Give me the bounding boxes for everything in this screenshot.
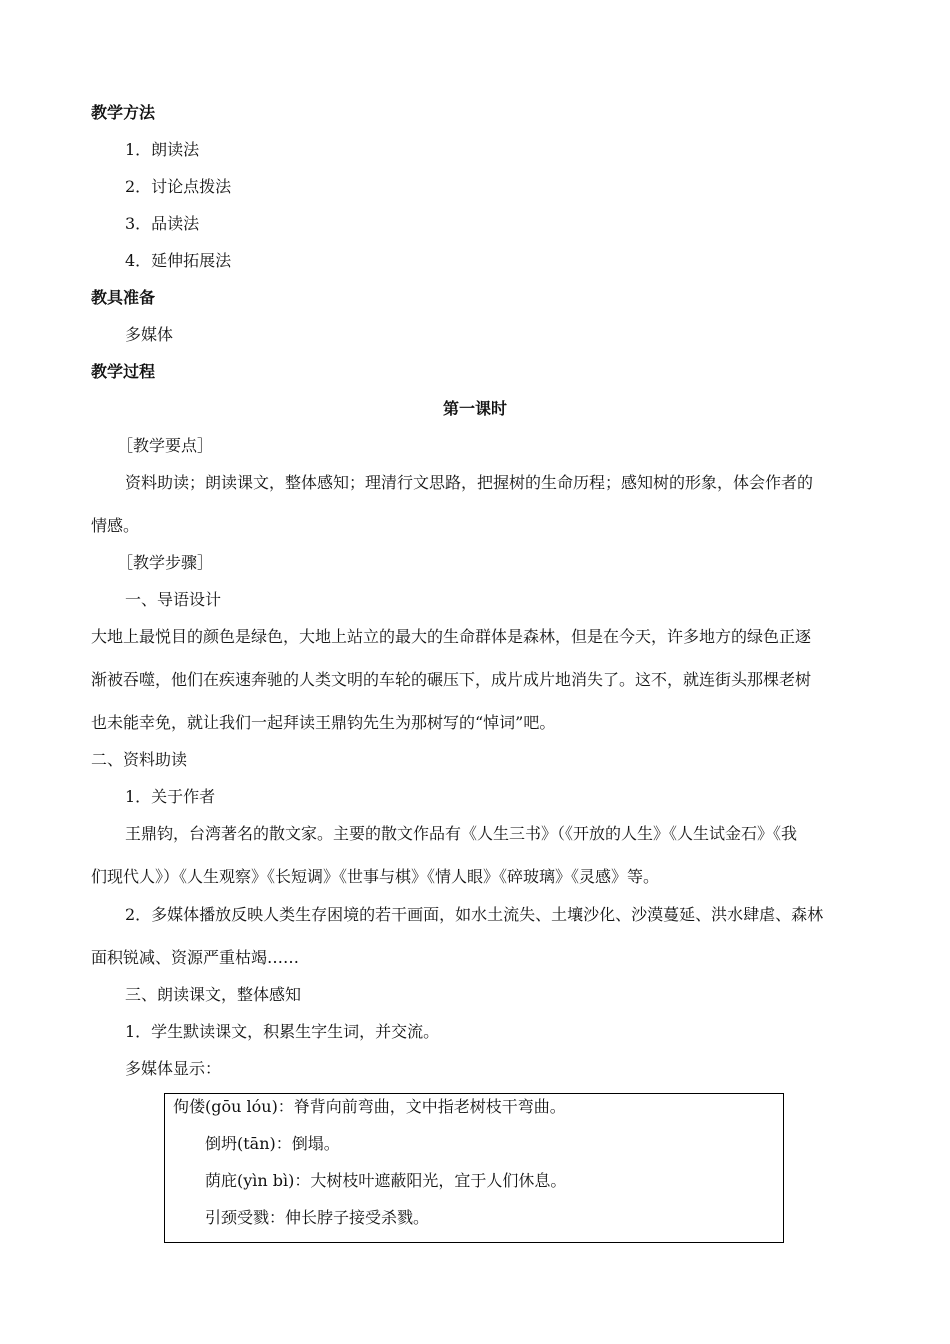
tools-text: 多媒体: [125, 325, 174, 344]
paragraph-line: 情感。: [91, 516, 140, 535]
paragraph-line: 王鼎钧，台湾著名的散文家。主要的散文作品有《人生三书》（《开放的人生》《人生试金石》《我: [125, 824, 798, 843]
method-item: 2．讨论点拨法: [125, 177, 232, 196]
method-item: 3．品读法: [125, 214, 200, 233]
display-label: 多媒体显示：: [125, 1059, 222, 1078]
author-heading: 1．关于作者: [125, 787, 216, 806]
vocab-entry: 倒坍(tān)：倒塌。: [205, 1134, 340, 1153]
key-points-label: ［教学要点］: [117, 436, 214, 455]
paragraph-line: 面积锐减、资源严重枯竭……: [91, 948, 300, 967]
materials-heading: 二、资料助读: [91, 750, 188, 769]
vocab-entry: 引颈受戮：伸长脖子接受杀戮。: [205, 1208, 430, 1227]
method-item: 4．延伸拓展法: [125, 251, 232, 270]
paragraph-line: 2．多媒体播放反映人类生存困境的若干画面，如水土流失、土壤沙化、沙漠蔓延、洪水肆虐、森林: [125, 905, 824, 924]
steps-label: ［教学步骤］: [117, 553, 214, 572]
section-heading-methods: 教学方法: [91, 103, 156, 122]
lesson-title: 第一课时: [442, 399, 507, 418]
reading-heading: 三、朗读课文，整体感知: [125, 985, 302, 1004]
vocab-entry: 佝偻(gōu lóu)：脊背向前弯曲，文中指老树枝干弯曲。: [173, 1097, 566, 1116]
paragraph-line: 也未能幸免，就让我们一起拜读王鼎钧先生为那树写的“悼词”吧。: [91, 713, 556, 732]
paragraph-line: 们现代人》）《人生观察》《长短调》《世事与棋》《情人眼》《碎玻璃》《灵感》等。: [91, 867, 660, 886]
paragraph-line: 资料助读；朗读课文，整体感知；理清行文思路，把握树的生命历程；感知树的形象，体会作者的: [125, 473, 814, 492]
vocab-entry: 荫庇(yìn bì)：大树枝叶遮蔽阳光，宜于人们休息。: [205, 1171, 567, 1190]
method-item: 1．朗读法: [125, 140, 200, 159]
paragraph-line: 大地上最悦目的颜色是绿色，大地上站立的最大的生命群体是森林，但是在今天，许多地方的绿色正逐: [91, 627, 812, 646]
section-heading-process: 教学过程: [91, 362, 156, 381]
reading-item: 1．学生默读课文，积累生字生词，并交流。: [125, 1022, 440, 1041]
section-heading-tools: 教具准备: [91, 288, 156, 307]
intro-heading: 一、导语设计: [125, 590, 222, 609]
paragraph-line: 渐被吞噬，他们在疾速奔驰的人类文明的车轮的碾压下，成片成片地消失了。这不，就连街头那棵老树: [91, 670, 812, 689]
